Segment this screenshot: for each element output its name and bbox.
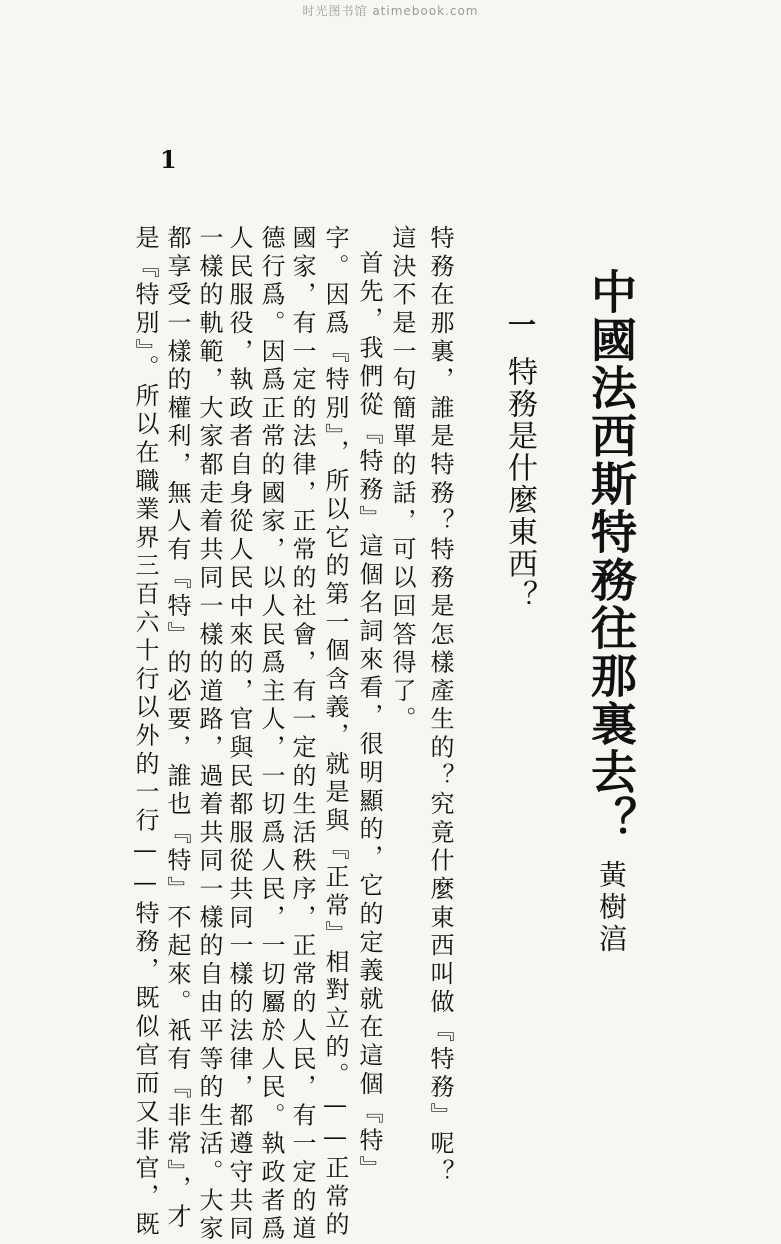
watermark: 时光图书馆 atimebook.com bbox=[302, 4, 479, 18]
section-heading: 特務是什麼東西？ bbox=[502, 356, 537, 612]
body-column: 字。因爲『特別』，所以它的第一個含義，就是與『正常』相對立的。——正常的 bbox=[321, 225, 349, 1240]
page-title: 中國法西斯特務往那裏去？ bbox=[584, 268, 638, 844]
body-column: 首先，我們從『特務』這個名詞來看，很明顯的，它的定義就在這個『特』 bbox=[355, 250, 383, 1184]
body-column: 是『特別』。所以在職業界三百六十行以外的一行——特務，既似官而又非官，既 bbox=[131, 225, 159, 1240]
author-name: 黃樹湻 bbox=[595, 860, 628, 956]
section-number: 一 bbox=[504, 310, 537, 338]
body-column: 這決不是一句簡單的話，可以回答得了。 bbox=[388, 225, 416, 735]
page-number: 1 bbox=[160, 145, 177, 174]
body-column: 德行爲。因爲正常的國家，以人民爲主人，一切爲人民，一切屬於人民。執政者爲 bbox=[257, 225, 285, 1244]
body-column: 國家，有一定的法律，正常的社會，有一定的生活秩序，正常的人民，有一定的道 bbox=[288, 225, 316, 1244]
body-column: 人民服役，執政者自身從人民中來的，官與民都服從共同一樣的法律，都遵守共同 bbox=[225, 225, 253, 1244]
body-column: 一樣的軌範，大家都走着共同一樣的道路，過着共同一樣的自由平等的生活。大家 bbox=[195, 225, 223, 1244]
body-column: 特務在那裏，誰是特務？特務是怎樣產生的？究竟什麼東西叫做『特務』呢？ bbox=[426, 225, 454, 1188]
body-column: 都享受一樣的權利，無人有『特』的必要，誰也『特』不起來。衹有『非常』，才 bbox=[163, 225, 191, 1232]
